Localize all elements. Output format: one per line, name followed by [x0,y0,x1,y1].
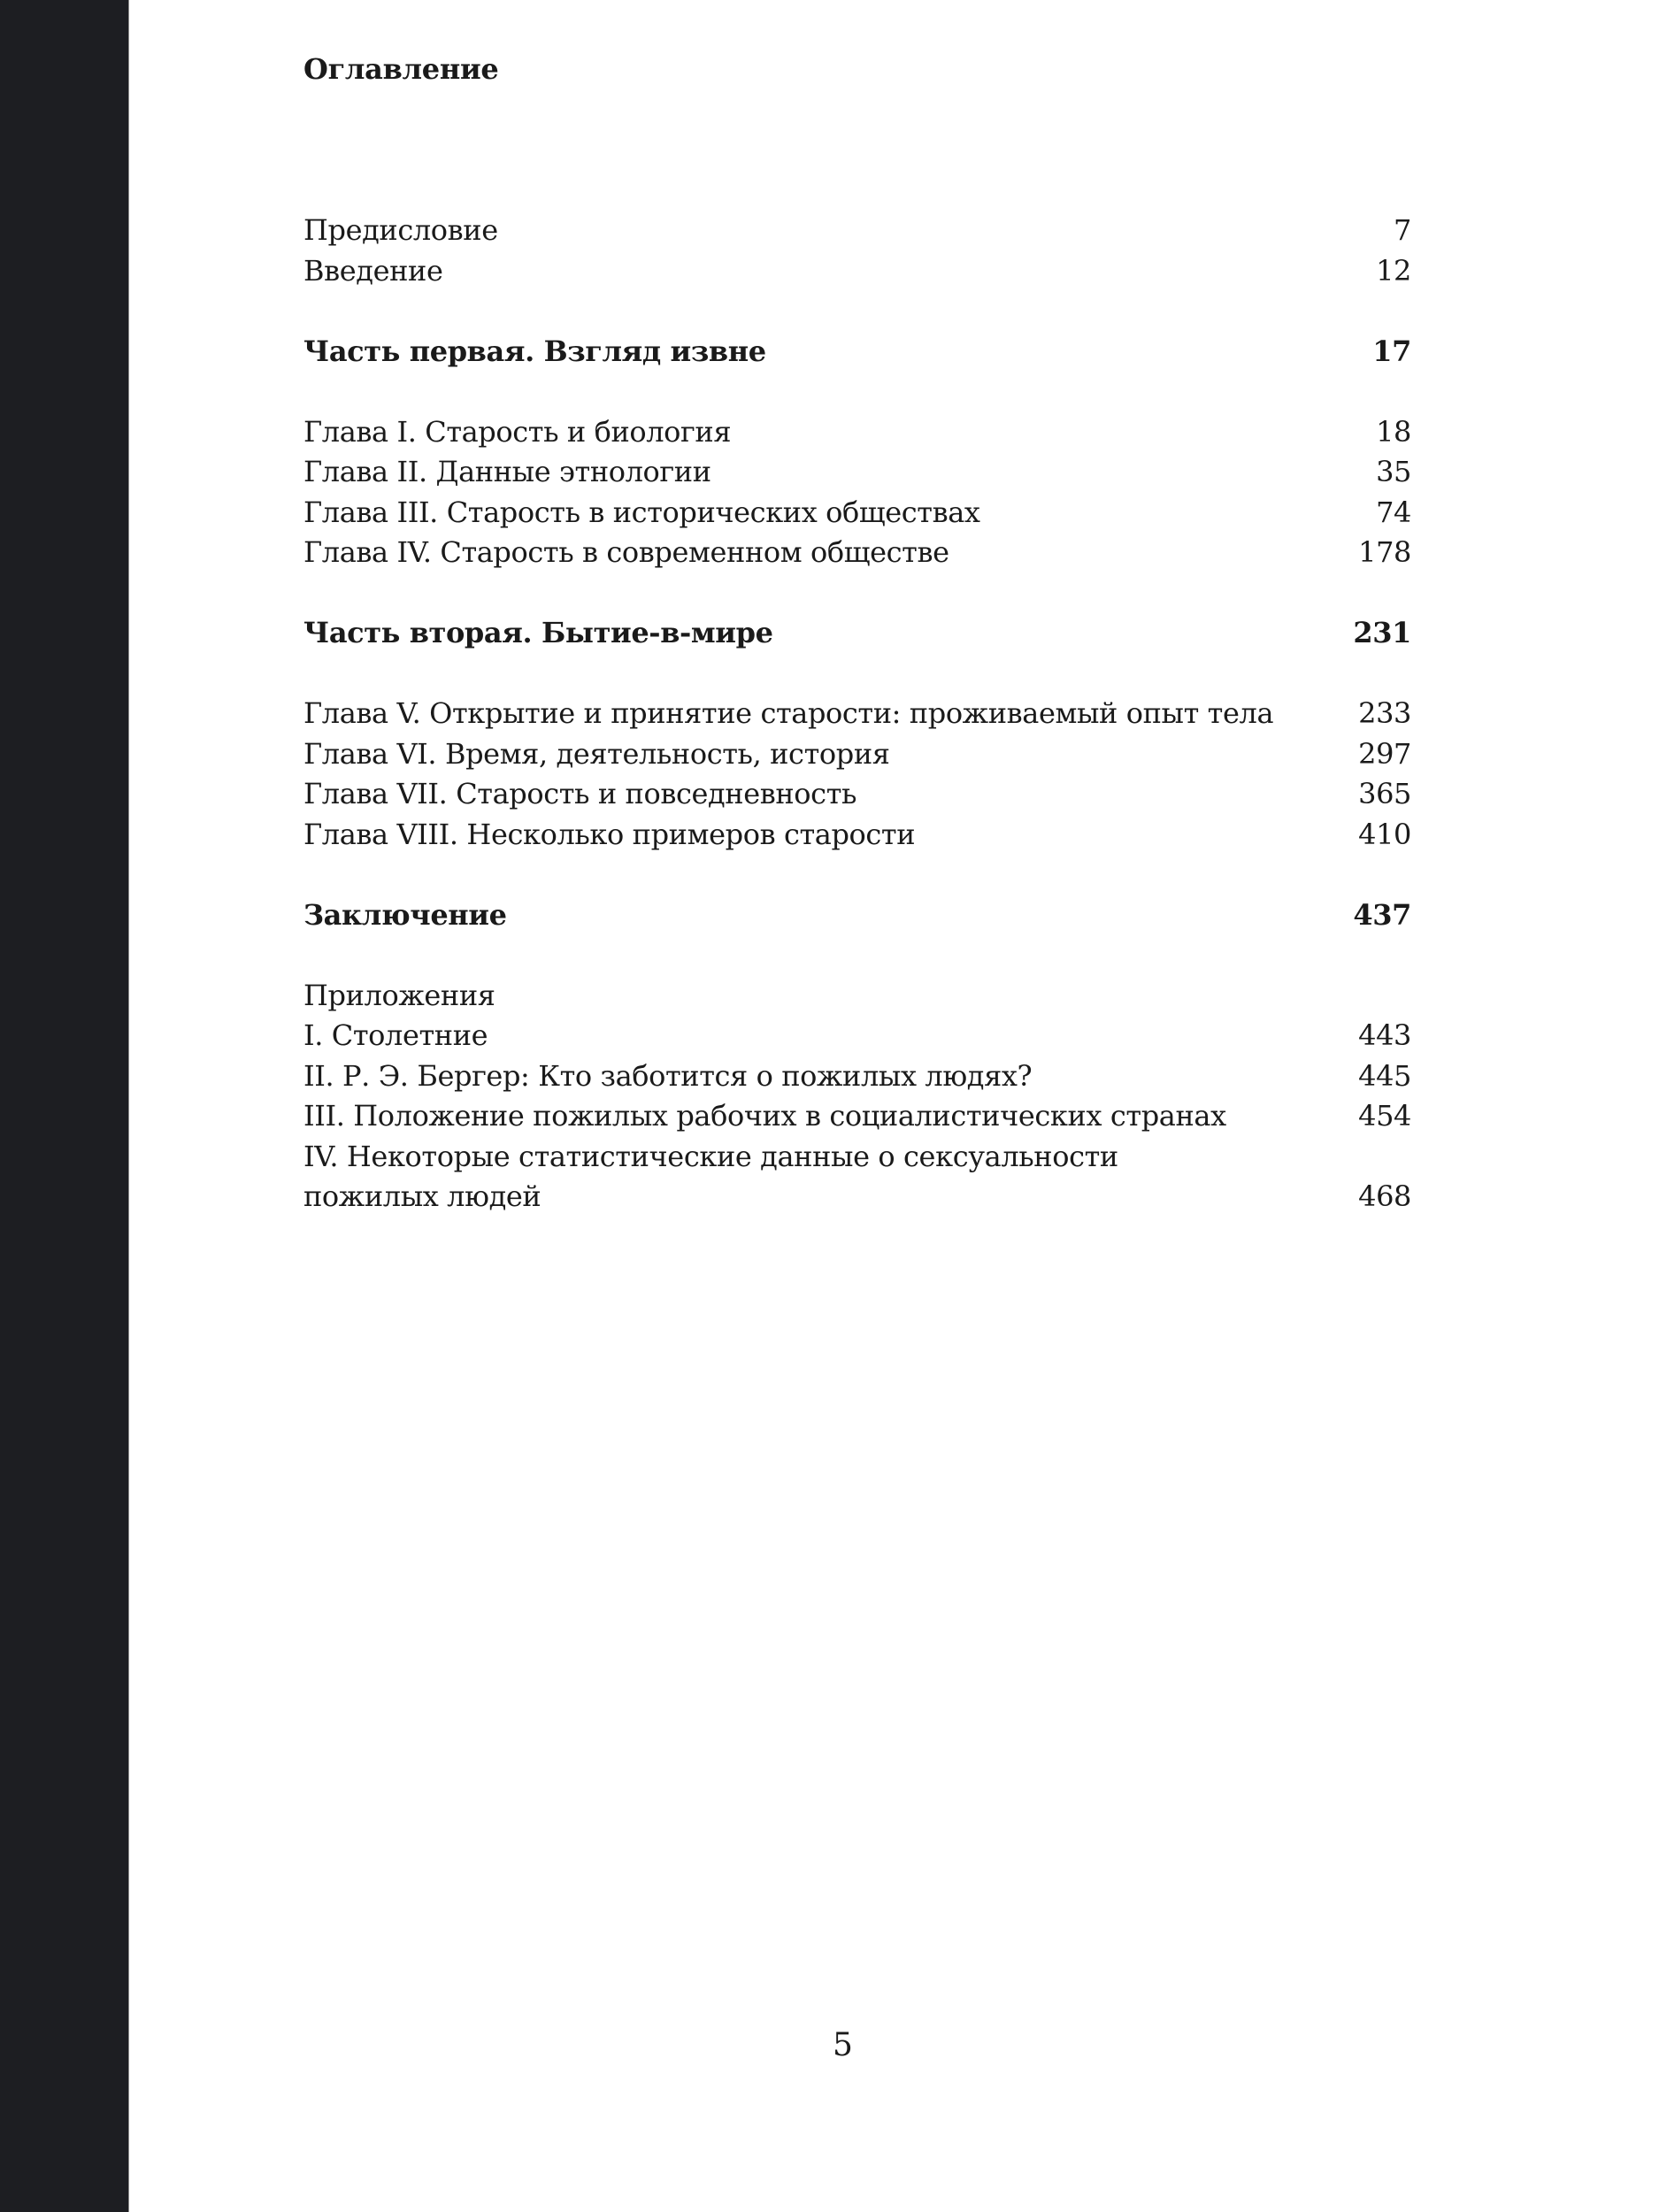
toc-entry-title: II. Р. Э. Бергер: Кто заботится о пожилых людях? [303,1058,1033,1093]
toc-appendices-heading [303,976,1411,1017]
toc-chapter-4[interactable] [303,533,1411,573]
toc-chapter-1[interactable] [303,412,1411,453]
spacer [303,372,1411,412]
toc-chapter-5[interactable] [303,694,1411,734]
toc-part-two[interactable] [303,613,1411,654]
toc-appendix-4-line1[interactable] [303,1137,1411,1178]
page-number: 5 [833,2027,853,2063]
toc-entry-title: Предисловие [303,213,498,247]
toc-entry-title: Глава IV. Старость в современном обществе [303,535,949,569]
toc-chapter-3[interactable] [303,493,1411,534]
toc-part-one[interactable] [303,332,1411,373]
spacer [303,935,1411,976]
toc-entry-title: Глава III. Старость в исторических обществах [303,495,980,529]
toc-entry-page: 445 [1358,1058,1411,1093]
toc-entry-title: Глава V. Открытие и принятие старости: проживаемый опыт тела [303,696,1274,730]
toc-section-heading: Приложения [303,978,495,1012]
toc-entry-page: 231 [1353,616,1411,649]
toc-entry-title: I. Столетние [303,1018,488,1052]
toc-entry-title: Глава I. Старость и биология [303,414,732,449]
toc-entry-title: Глава VIII. Несколько примеров старости [303,817,916,851]
spacer [303,654,1411,695]
toc-entry-title: Глава VI. Время, деятельность, история [303,736,890,771]
toc-entry-page: 443 [1358,1018,1411,1052]
toc-chapter-2[interactable] [303,452,1411,493]
toc-appendix-1[interactable] [303,1016,1411,1056]
toc-chapter-7[interactable] [303,774,1411,815]
toc-entry-page: 18 [1376,414,1411,449]
book-spine-shadow [0,0,128,2212]
toc-entry-page: 454 [1358,1099,1411,1133]
toc-entry-page: 468 [1358,1179,1411,1213]
toc-entry-page: 74 [1376,495,1411,529]
toc-entry-page: 365 [1358,777,1411,810]
toc-conclusion[interactable] [303,895,1411,936]
toc-entry-title: Глава II. Данные этнологии [303,455,711,488]
toc-chapter-6[interactable] [303,734,1411,775]
toc-part-title: Часть вторая. Бытие-в-мире [303,616,773,649]
toc-entry-title: пожилых людей [303,1179,541,1213]
toc-chapter-8[interactable] [303,815,1411,856]
toc-entry-page: 7 [1394,213,1411,247]
toc-entry-page: 297 [1358,736,1411,771]
toc-entry-page: 12 [1376,253,1411,288]
spacer [303,573,1411,614]
toc-entry-page: 17 [1372,334,1411,368]
toc-entry-preface[interactable] [303,211,1411,251]
toc-entry-introduction[interactable] [303,251,1411,292]
toc-entry-title: IV. Некоторые статистические данные о сексуальности [303,1139,1118,1173]
toc-appendix-2[interactable] [303,1056,1411,1097]
toc-entry-title: Введение [303,253,443,288]
toc-appendix-4-line2[interactable] [303,1177,1411,1217]
page-edge [128,0,129,2212]
toc-entry-page: 35 [1376,455,1411,488]
toc-entry-page: 178 [1358,535,1411,569]
table-of-contents [303,211,1411,1217]
toc-entry-page: 410 [1358,817,1411,851]
toc-entry-title: III. Положение пожилых рабочих в социалистических странах [303,1099,1226,1133]
toc-part-title: Часть первая. Взгляд извне [303,334,766,368]
toc-entry-page: 233 [1358,696,1411,730]
spacer [303,855,1411,895]
toc-entry-page: 437 [1353,897,1411,932]
toc-appendix-3[interactable] [303,1096,1411,1137]
page-title: Оглавление [303,52,499,86]
toc-part-title: Заключение [303,897,507,932]
toc-entry-title: Глава VII. Старость и повседневность [303,777,857,810]
spacer [303,291,1411,332]
